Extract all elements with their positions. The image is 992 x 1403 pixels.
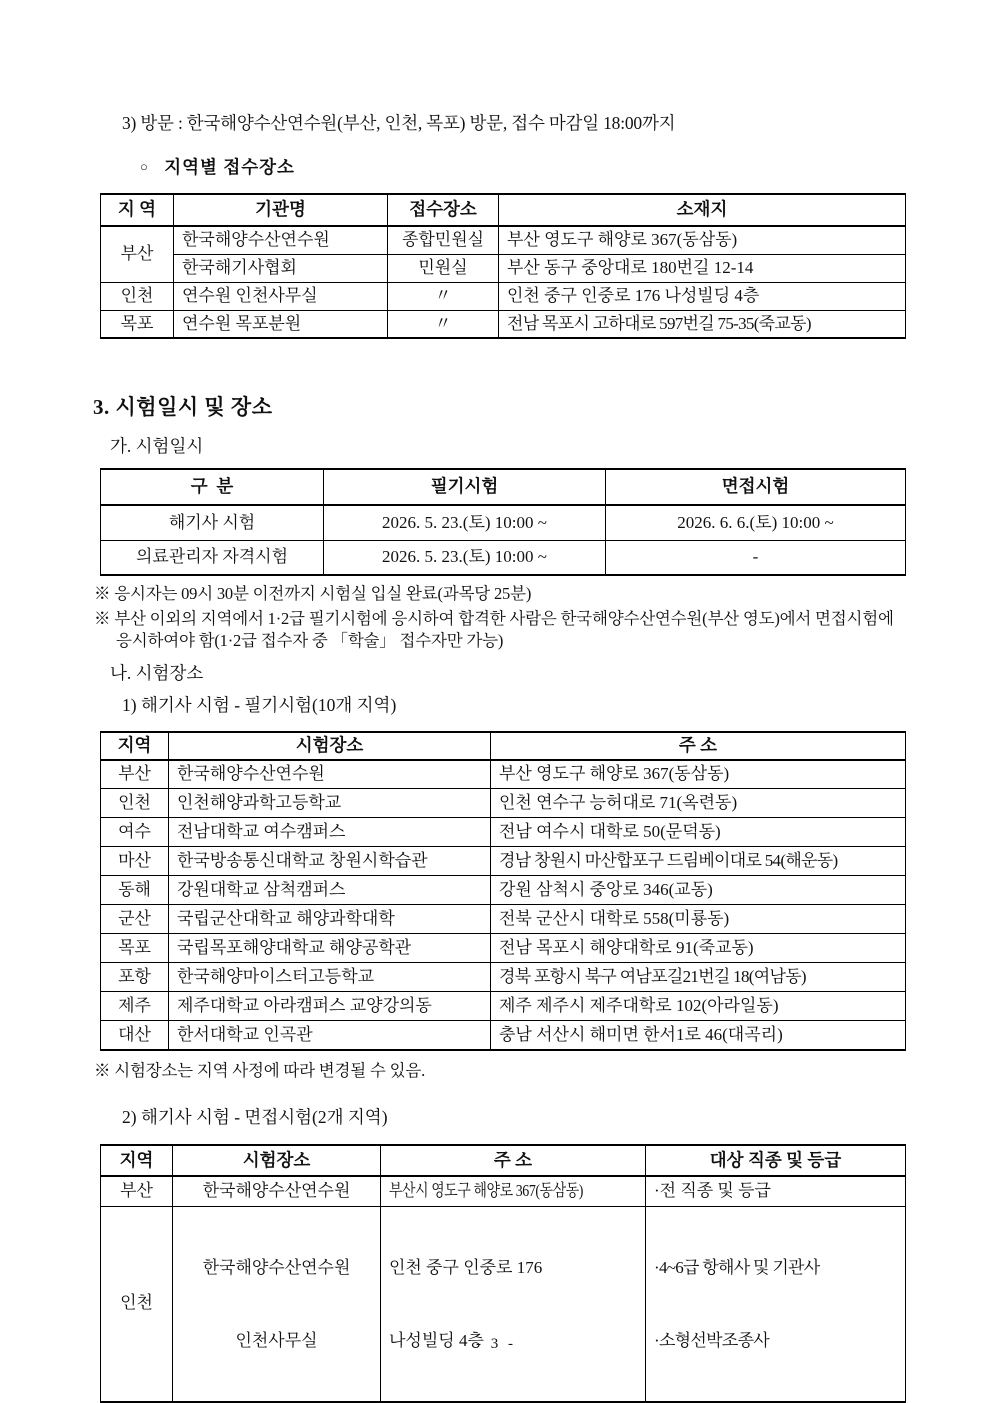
- col-header-region: 지역: [101, 1145, 173, 1176]
- cell-venue: 한국해양마이스터고등학교: [169, 963, 491, 992]
- cell-address: 제주 제주시 제주대학로 102(아라일동): [491, 992, 906, 1021]
- col-header-venue: 시험장소: [173, 1145, 381, 1176]
- table-row: [101, 1176, 906, 1206]
- exam-schedule-table: [100, 468, 906, 576]
- cell-address: 전남 여수시 대학로 50(문덕동): [491, 818, 906, 847]
- cell-venue: 인천해양과학고등학교: [169, 789, 491, 818]
- cell-address: 전남 목포시 고하대로 597번길 75-35(죽교동): [499, 310, 906, 338]
- cell-venue: 전남대학교 여수캠퍼스: [169, 818, 491, 847]
- cell-written-date: 2026. 5. 23.(토) 10:00 ~: [324, 505, 606, 540]
- circle-bullet-icon: ○: [140, 158, 148, 174]
- document-content: [93, 0, 905, 1403]
- cell-region: 인천: [101, 1206, 173, 1402]
- cell-office: 〃: [388, 310, 499, 338]
- cell-venue: 강원대학교 삼척캠퍼스: [169, 876, 491, 905]
- cell-region: 제주: [101, 992, 169, 1021]
- cell-region: 여수: [101, 818, 169, 847]
- table-row: [101, 282, 906, 310]
- cell-interview-date: -: [606, 540, 906, 575]
- table-header-row: [101, 469, 906, 505]
- table-row: [101, 876, 906, 905]
- cell-region: 인천: [101, 789, 169, 818]
- venue-line: 인천사무실: [235, 1330, 318, 1350]
- target-line: ·4~6급 항해사 및 기관사: [654, 1257, 820, 1277]
- cell-address: 충남 서산시 해미면 한서1로 46(대곡리): [491, 1021, 906, 1050]
- cell-venue: 한국해양수산연수원: [169, 760, 491, 789]
- cell-address: 강원 삼척시 중앙로 346(교동): [491, 876, 906, 905]
- page-number: - 3 -: [476, 1336, 516, 1352]
- cell-region: 부산: [101, 226, 174, 282]
- col-header-org: 기관명: [174, 194, 388, 226]
- note-venue-change: ※ 시험장소는 지역 사정에 따라 변경될 수 있음.: [94, 1060, 426, 1080]
- col-header-region: 지역: [101, 732, 169, 760]
- cell-category: 해기사 시험: [101, 505, 324, 540]
- col-header-venue: 시험장소: [169, 732, 491, 760]
- col-header-address: 주 소: [381, 1145, 646, 1176]
- sub-item-exam-venue: 나. 시험장소: [110, 662, 204, 683]
- cell-venue: 한국방송통신대학교 창원시학습관: [169, 847, 491, 876]
- interview-table-header: [101, 1145, 906, 1176]
- col-header-region: 지 역: [101, 194, 174, 226]
- cell-category: 의료관리자 자격시험: [101, 540, 324, 575]
- cell-interview-date: 2026. 6. 6.(토) 10:00 ~: [606, 505, 906, 540]
- receipt-locations-table: [100, 193, 906, 339]
- table-row: [101, 992, 906, 1021]
- venue-line: 한국해양수산연수원: [202, 1257, 351, 1277]
- cell-address: 인천 연수구 능허대로 71(옥련동): [491, 789, 906, 818]
- receipt-locations-title: 지역별 접수장소: [164, 156, 295, 177]
- table-row: [101, 505, 906, 540]
- table-row: [101, 789, 906, 818]
- table-row: [101, 540, 906, 575]
- cell-venue: 한국해양수산연수원: [173, 1176, 381, 1206]
- cell-region: 마산: [101, 847, 169, 876]
- schedule-table-header: [101, 469, 906, 505]
- note-busan-interview: ※ 부산 이외의 지역에서 1·2급 필기시험에 응시하여 합격한 사람은 한국해양수산연수원(부산 영도)에서 면접시험에 응시하여야 함(1·2급 접수자 중 「학술」 접수자만 가능): [94, 608, 894, 650]
- col-header-interview-exam: 면접시험: [606, 469, 906, 505]
- col-header-target: 대상 직종 및 등급: [646, 1145, 906, 1176]
- cell-address: 전남 목포시 해양대학로 91(죽교동): [491, 934, 906, 963]
- cell-office: 민원실: [388, 254, 499, 282]
- cell-address: 경북 포항시 북구 여남포길21번길 18(여남동): [491, 963, 906, 992]
- cell-venue: 한서대학교 인곡관: [169, 1021, 491, 1050]
- table-row: [101, 934, 906, 963]
- receipt-table-header: [101, 194, 906, 226]
- cell-org: 한국해양수산연수원: [174, 226, 388, 254]
- condensed-address-text: 부산시 영도구 해양로 367(동삼동): [389, 1180, 584, 1200]
- cell-address: [381, 1206, 646, 1402]
- cell-region: 부산: [101, 1176, 173, 1206]
- cell-address: 부산 동구 중앙대로 180번길 12-14: [499, 254, 906, 282]
- table-row: [101, 760, 906, 789]
- table-header-row: [101, 732, 906, 760]
- target-line: ·소형선박조종사: [654, 1330, 770, 1350]
- cell-org: 연수원 인천사무실: [174, 282, 388, 310]
- sub-item-exam-datetime: 가. 시험일시: [110, 435, 204, 456]
- interview-exam-venues-table: [100, 1144, 906, 1403]
- cell-venue: 제주대학교 아라캠퍼스 교양강의동: [169, 992, 491, 1021]
- address-line: 인천 중구 인중로 176: [389, 1257, 543, 1277]
- col-header-category: 구 분: [101, 469, 324, 505]
- table-header-row: [101, 1145, 906, 1176]
- section-3-title: 3. 시험일시 및 장소: [93, 395, 273, 420]
- table-row: [101, 254, 906, 282]
- table-row: [101, 310, 906, 338]
- col-header-address: 주 소: [491, 732, 906, 760]
- table-row: [101, 905, 906, 934]
- cell-region: 포항: [101, 963, 169, 992]
- cell-target: ·전 직종 및 등급: [646, 1176, 906, 1206]
- note-entry-time: ※ 응시자는 09시 30분 이전까지 시험실 입실 완료(과목당 25분): [94, 584, 532, 604]
- written-table-header: [101, 732, 906, 760]
- cell-venue: [173, 1206, 381, 1402]
- cell-region: 인천: [101, 282, 174, 310]
- cell-address: 경남 창원시 마산합포구 드림베이대로 54(해운동): [491, 847, 906, 876]
- cell-target: [646, 1206, 906, 1402]
- visit-method-line: 3) 방문 : 한국해양수산연수원(부산, 인천, 목포) 방문, 접수 마감일 18:00까지: [122, 113, 676, 133]
- cell-address: 부산 영도구 해양로 367(동삼동): [499, 226, 906, 254]
- cell-region: 목포: [101, 934, 169, 963]
- written-exam-venues-heading: 1) 해기사 시험 - 필기시험(10개 지역): [122, 695, 397, 716]
- table-row: [101, 818, 906, 847]
- cell-address: 인천 중구 인중로 176 나성빌딩 4층: [499, 282, 906, 310]
- cell-org: 연수원 목포분원: [174, 310, 388, 338]
- col-header-written-exam: 필기시험: [324, 469, 606, 505]
- cell-venue: 국립목포해양대학교 해양공학관: [169, 934, 491, 963]
- col-header-address: 소재지: [499, 194, 906, 226]
- cell-office: 〃: [388, 282, 499, 310]
- cell-region: 동해: [101, 876, 169, 905]
- address-line: 나성빌딩 4층: [389, 1330, 484, 1350]
- cell-address: 전북 군산시 대학로 558(미룡동): [491, 905, 906, 934]
- cell-region: 부산: [101, 760, 169, 789]
- cell-written-date: 2026. 5. 23.(토) 10:00 ~: [324, 540, 606, 575]
- cell-org: 한국해기사협회: [174, 254, 388, 282]
- cell-region: 목포: [101, 310, 174, 338]
- cell-venue: 국립군산대학교 해양과학대학: [169, 905, 491, 934]
- written-exam-venues-table: [100, 731, 906, 1051]
- table-row: [101, 847, 906, 876]
- col-header-office: 접수장소: [388, 194, 499, 226]
- table-row: [101, 226, 906, 254]
- table-row: [101, 1206, 906, 1402]
- table-header-row: [101, 194, 906, 226]
- cell-address: 부산 영도구 해양로 367(동삼동): [491, 760, 906, 789]
- interview-exam-venues-heading: 2) 해기사 시험 - 면접시험(2개 지역): [122, 1106, 388, 1127]
- table-row: [101, 963, 906, 992]
- cell-address: [381, 1176, 646, 1206]
- table-row: [101, 1021, 906, 1050]
- cell-region: 대산: [101, 1021, 169, 1050]
- receipt-locations-heading: [140, 156, 905, 180]
- cell-office: 종합민원실: [388, 226, 499, 254]
- cell-region: 군산: [101, 905, 169, 934]
